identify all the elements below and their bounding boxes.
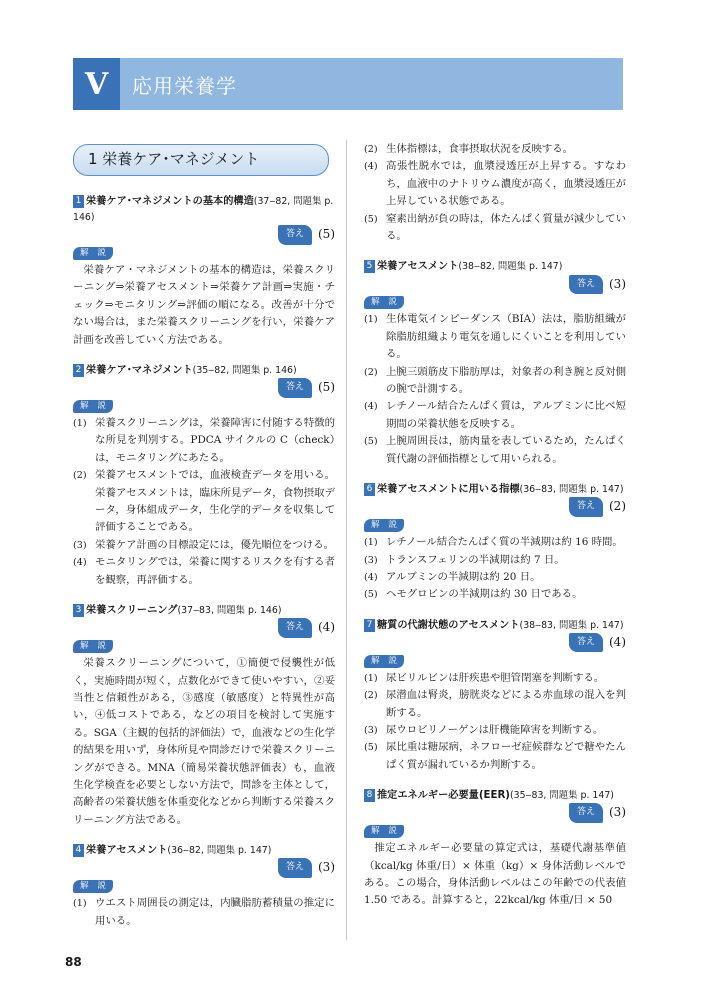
question-header bbox=[364, 482, 626, 498]
question-number: 5 bbox=[364, 260, 375, 273]
question-number: 7 bbox=[364, 619, 375, 632]
explanation-list bbox=[364, 534, 626, 604]
list-item: (5) ヘモグロビンの半減期は約 30 日である。 bbox=[364, 588, 583, 601]
kaisetsu-badge: 解 説 bbox=[364, 825, 404, 838]
answer-value: (5) bbox=[318, 380, 335, 395]
question-title: 栄養アセスメント bbox=[86, 845, 168, 857]
explanation-list bbox=[364, 311, 626, 468]
list-item: (1) レチノール結合たんぱく質の半減期は約 16 時間。 bbox=[364, 536, 623, 549]
right-column bbox=[364, 141, 626, 924]
list-item: (1) 尿ビリルビンは肝疾患や胆管閉塞を判断する。 bbox=[364, 671, 605, 684]
explanation-text: 栄養スクリーニングについて，①簡便で侵襲性が低く，実施時間が短く，点数化ができて使いやすい，②妥当性と信頼性がある，③感度（敏感度）と特異性が高い，④低コストである，などの項目を検討して実施する。SGA（主観的包括的評価法）で，血液などの生化学的結果を用いず，身体所見や問診だけで栄養スクリーニングができる。MNA（簡易栄養状態評価表）も，血液生化学検査を必要としない方法で，問診を主体として，高齢者の栄養状態を体重変化などから判断する栄養スクリーニング方法である。 bbox=[73, 657, 335, 826]
list-item: (4) 高張性脱水では，血漿浸透圧が上昇する。すなわち，血液中のナトリウム濃度が高く，血漿浸透圧が上昇している状態である。 bbox=[364, 160, 626, 208]
list-item: (2) 尿潜血は腎炎，膀胱炎などによる赤血球の混入を判断する。 bbox=[364, 689, 626, 719]
answer-row bbox=[364, 804, 626, 822]
explanation-list-continued bbox=[364, 141, 626, 245]
question-title: 栄養ケア･マネジメント bbox=[86, 365, 193, 377]
answer-row bbox=[364, 634, 626, 652]
chapter-title: 応用栄養学 bbox=[132, 73, 237, 98]
question-title: 推定エネルギー必要量(EER) bbox=[377, 790, 510, 802]
kaisetsu-badge: 解 説 bbox=[364, 655, 404, 668]
question-7 bbox=[364, 618, 626, 774]
section-title: 1 栄養ケア･マネジメント bbox=[73, 144, 329, 176]
answer-value: (4) bbox=[318, 620, 335, 635]
chapter-number: V bbox=[73, 58, 120, 110]
question-header bbox=[364, 259, 626, 275]
question-header bbox=[73, 363, 335, 379]
question-ref: (38‒83, 問題集 p. 147) bbox=[519, 619, 624, 631]
answer-value: (3) bbox=[609, 276, 626, 291]
question-header bbox=[364, 788, 626, 804]
explanation-list bbox=[73, 415, 335, 589]
kaisetsu-badge: 解 説 bbox=[73, 247, 113, 260]
question-ref: (37‒83, 問題集 p. 146) bbox=[177, 605, 282, 617]
question-title: 栄養アセスメント bbox=[377, 261, 459, 273]
question-ref: (36‒83, 問題集 p. 147) bbox=[519, 484, 624, 496]
question-title: 糖質の代謝状態のアセスメント bbox=[377, 619, 520, 631]
question-4 bbox=[73, 843, 335, 930]
answer-badge: 答え bbox=[278, 858, 312, 877]
list-item: (2) 生体指標は，食事摂取状況を反映する。 bbox=[364, 143, 574, 155]
question-number: 6 bbox=[364, 483, 375, 496]
explanation-text: 栄養ケア・マネジメントの基本的構造は，栄養スクリーニング⇒栄養アセスメント⇒栄養ケア計画⇒実施・チェック⇒モニタリング⇒評価の順になる。改善が十分でない場合は，また栄養スクリーニングを行い，栄養ケア計画を改善していく方法である。 bbox=[73, 264, 335, 346]
list-item: (5) 窒素出納が負の時は，体たんぱく質量が減少している。 bbox=[364, 212, 626, 243]
kaisetsu-badge: 解 説 bbox=[364, 296, 404, 309]
question-1 bbox=[73, 194, 335, 349]
answer-row bbox=[73, 619, 335, 637]
answer-badge: 答え bbox=[569, 803, 603, 822]
kaisetsu-badge: 解 説 bbox=[73, 880, 113, 893]
question-ref: (38‒82, 問題集 p. 147) bbox=[458, 261, 563, 273]
list-item: (1) ウエスト周囲長の測定は，内臓脂肪蓄積量の推定に用いる。 bbox=[73, 897, 335, 927]
question-header bbox=[73, 603, 335, 619]
answer-badge: 答え bbox=[278, 225, 312, 244]
answer-badge: 答え bbox=[569, 633, 603, 652]
question-ref: (35‒82, 問題集 p. 146) bbox=[192, 365, 297, 377]
answer-badge: 答え bbox=[569, 275, 603, 294]
question-2 bbox=[73, 363, 335, 589]
list-item: (2) 栄養アセスメントでは，血液検査データを用いる。栄養アセスメントは，臨床所見データ，食物摂取データ，身体組成データ，生化学的データを収集して評価することである。 bbox=[73, 469, 335, 534]
list-item: (4) レチノール結合たんぱく質は，アルブミンに比べ短期間の栄養状態を反映する。 bbox=[364, 400, 626, 430]
question-5 bbox=[364, 259, 626, 468]
answer-badge: 答え bbox=[278, 618, 312, 637]
chapter-banner bbox=[73, 58, 623, 110]
answer-value: (5) bbox=[318, 227, 335, 242]
question-number: 2 bbox=[73, 364, 84, 377]
list-item: (1) 栄養スクリーニングは，栄養障害に付随する特徴的な所見を判別する。PDCA サイクルの C（check）は，モニタリングにあたる。 bbox=[73, 417, 335, 464]
question-header bbox=[73, 194, 335, 226]
kaisetsu-badge: 解 説 bbox=[73, 400, 113, 413]
question-title: 栄養アセスメントに用いる指標 bbox=[377, 484, 520, 496]
question-number: 1 bbox=[73, 195, 84, 208]
list-item: (5) 尿比重は糖尿病，ネフローゼ症候群などで糖やたんぱく質が漏れているか判断する。 bbox=[364, 741, 626, 771]
list-item: (2) 上腕三頭筋皮下脂肪厚は，対象者の利き腕と反対側の腕で計測する。 bbox=[364, 365, 626, 396]
question-6 bbox=[364, 482, 626, 604]
list-item: (3) 尿ウロビリノーゲンは肝機能障害を判断する。 bbox=[364, 723, 604, 736]
question-number: 4 bbox=[73, 844, 84, 857]
answer-row bbox=[73, 379, 335, 397]
explanation-text: 推定エネルギー必要量の算定式は，基礎代謝基準値（kcal/kg 体重/日）× 体重（kg）× 身体活動レベルである。この場合，身体活動レベルはこの年齢での代表値 1.50 である。計算すると，22kcal/kg 体重/日 × 50 bbox=[364, 842, 626, 907]
page-number: 88 bbox=[65, 955, 82, 969]
list-item: (3) 栄養ケア計画の目標設定には，優先順位をつける。 bbox=[73, 538, 334, 551]
left-column bbox=[73, 144, 335, 944]
question-8 bbox=[364, 788, 626, 910]
answer-row bbox=[73, 859, 335, 877]
answer-value: (4) bbox=[609, 635, 626, 650]
column-divider bbox=[346, 140, 347, 940]
explanation-list bbox=[364, 670, 626, 774]
question-ref: (37‒82, 問題集 p. 146) bbox=[73, 196, 334, 223]
answer-value: (3) bbox=[609, 805, 626, 820]
question-header bbox=[73, 843, 335, 859]
list-item: (1) 生体電気インピーダンス（BIA）法は，脂肪組織が除脂肪組織より電気を通しにくいことを利用している。 bbox=[364, 313, 626, 361]
question-3 bbox=[73, 603, 335, 829]
question-ref: (35‒83, 問題集 p. 147) bbox=[509, 790, 614, 802]
question-number: 3 bbox=[73, 604, 84, 617]
question-title: 栄養スクリーニング bbox=[86, 605, 178, 617]
kaisetsu-badge: 解 説 bbox=[364, 519, 404, 532]
explanation-list bbox=[73, 895, 335, 930]
list-item: (3) トランスフェリンの半減期は約 7 日。 bbox=[364, 553, 565, 566]
answer-value: (3) bbox=[318, 860, 335, 875]
question-number: 8 bbox=[364, 789, 375, 802]
answer-badge: 答え bbox=[569, 497, 603, 516]
list-item: (4) アルブミンの半減期は約 20 日。 bbox=[364, 570, 541, 583]
list-item: (5) 上腕周囲長は，筋肉量を表しているため，たんぱく質代謝の評価指標として用いられる。 bbox=[364, 435, 626, 465]
answer-badge: 答え bbox=[278, 378, 312, 397]
kaisetsu-badge: 解 説 bbox=[73, 640, 113, 653]
answer-row bbox=[364, 275, 626, 293]
question-title: 栄養ケア･マネジメントの基本的構造 bbox=[86, 196, 254, 207]
answer-row bbox=[364, 498, 626, 516]
answer-value: (2) bbox=[609, 499, 626, 514]
question-ref: (36‒82, 問題集 p. 147) bbox=[167, 845, 272, 857]
question-header bbox=[364, 618, 626, 634]
list-item: (4) モニタリングでは，栄養に関するリスクを有する者を観察，再評価する。 bbox=[73, 556, 335, 586]
answer-row bbox=[73, 226, 335, 244]
